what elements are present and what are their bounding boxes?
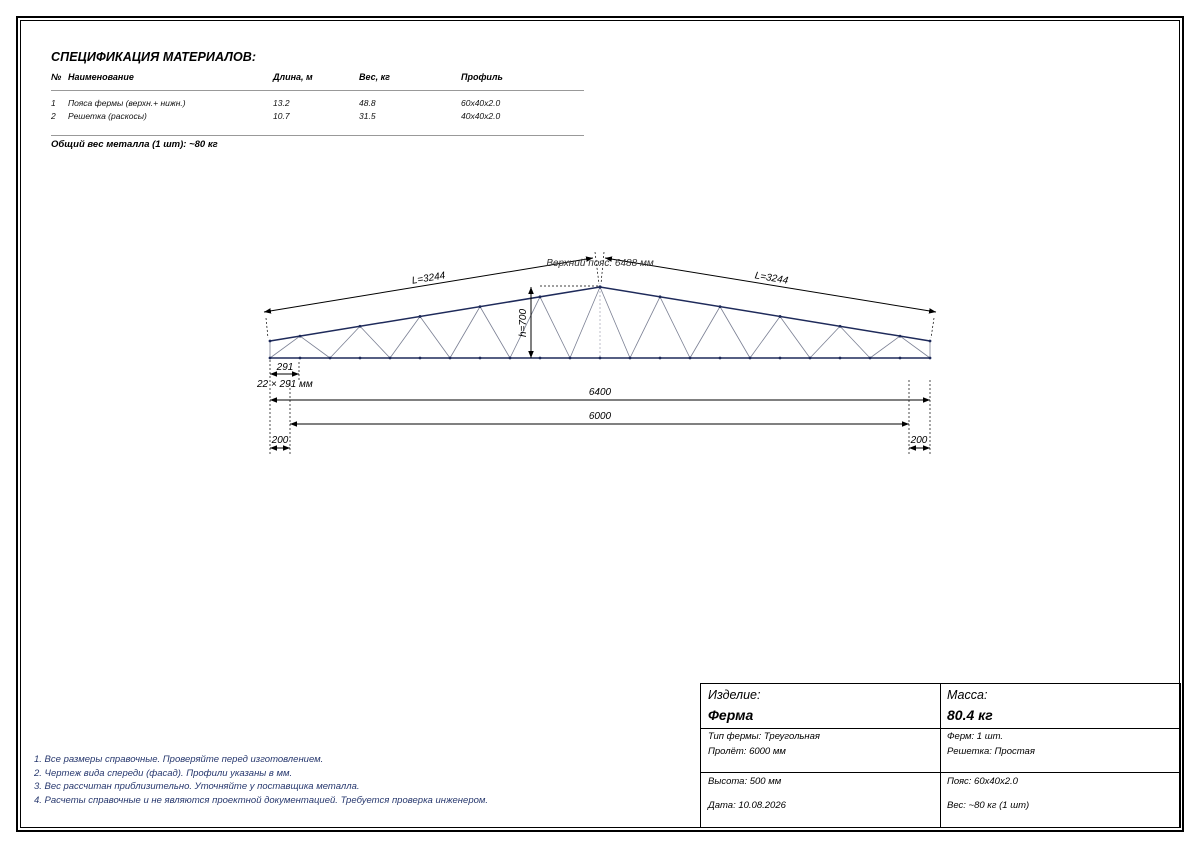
lattice-diagonal [420,316,450,358]
title-block [700,683,1181,828]
top-node [539,295,542,298]
spec-total-weight: Общий вес металла (1 шт): ~80 кг [51,139,218,150]
spec-cell-length: 10.7 [273,110,359,136]
top-node [839,325,842,328]
overall-dimension [270,360,930,454]
truss-weight: Вес: ~80 кг (1 шт) [947,800,1030,811]
top-node [359,325,362,328]
truss-height: Высота: 500 мм [708,776,782,787]
bottom-node [779,357,782,360]
panel-count-label: 22 × 291 мм [257,379,313,390]
spec-header-num: № [51,72,68,91]
bottom-node [659,357,662,360]
top-node [779,315,782,318]
lattice-diagonal [540,297,570,358]
lattice-diagonal [690,307,720,358]
bottom-node [569,357,572,360]
apex-node [598,285,601,288]
bottom-node [689,357,692,360]
right-support-label: 200 [910,435,928,446]
top-chord-label: Верхний пояс: 6488 мм [546,258,654,269]
lattice-diagonal [300,336,330,358]
lattice-diagonal [390,316,420,358]
top-node [479,305,482,308]
truss-lattice [270,287,930,358]
bottom-node [839,357,842,360]
left-support-label: 200 [271,435,289,446]
lattice-diagonal [450,307,480,358]
spec-header-name: Наименование [68,72,273,91]
right-support-dimension [909,435,930,448]
spec-cell-weight: 31.5 [359,110,461,136]
mass-value: 80.4 кг [947,707,993,723]
note-line: 2. Чертеж вида спереди (фасад). Профили указаны в мм. [34,767,293,779]
lattice-diagonal [720,307,750,358]
top-node [659,295,662,298]
bottom-node [809,357,812,360]
panel-dimension [256,362,313,390]
lattice-diagonal [570,287,600,358]
drawing-date: Дата: 10.08.2026 [708,800,786,811]
lattice-type: Решетка: Простая [947,746,1035,757]
spec-cell-profile: 40x40x2.0 [461,110,584,136]
bottom-node [389,357,392,360]
lattice-diagonal [270,336,300,358]
product-label: Изделие: [708,688,761,702]
lattice-diagonal [630,297,660,358]
left-chord-label: L=3244 [411,270,447,287]
top-node [899,335,902,338]
spec-cell-num: 1 [51,98,56,109]
spec-cell-name: Пояса фермы (верхн.+ нижн.) [68,98,186,109]
drawing-notes [34,753,488,807]
height-label: h=700 [518,308,529,338]
lattice-diagonal [360,326,390,358]
truss-count: Ферм: 1 шт. [947,731,1004,742]
bottom-node [899,357,902,360]
spec-title: СПЕЦИФИКАЦИЯ МАТЕРИАЛОВ: [51,50,257,64]
lattice-diagonal [750,316,780,358]
lattice-diagonal [900,336,930,358]
bottom-node [509,357,512,360]
top-node [299,335,302,338]
lattice-diagonal [660,297,690,358]
lattice-diagonal [480,307,510,358]
note-line: 4. Расчеты справочные и не являются проектной документацией. Требуется проверка инженером. [34,794,489,806]
lattice-diagonal [870,336,900,358]
bottom-node [629,357,632,360]
left-support-dimension [270,435,290,448]
right-chord-label: L=3244 [753,270,789,287]
product-value: Ферма [708,707,754,723]
height-dimension [518,286,598,358]
bottom-node [479,357,482,360]
truss-span: Пролёт: 6000 мм [708,746,786,757]
truss-type: Тип фермы: Треугольная [708,731,821,742]
bottom-node [869,357,872,360]
spec-header-weight: Вес, кг [359,72,461,91]
spec-cell-profile: 60x40x2.0 [461,98,501,109]
bottom-node [419,357,422,360]
overall-length-label: 6400 [588,387,612,398]
top-node [929,340,932,343]
bottom-node [719,357,722,360]
bottom-node [929,357,932,360]
lattice-diagonal [600,287,630,358]
chord-profile: Пояс: 60x40x2.0 [947,776,1018,787]
bottom-node [329,357,332,360]
note-line: 3. Вес рассчитан приблизительно. Уточняйте у поставщика металла. [34,781,360,793]
bottom-node [269,357,272,360]
spec-cell-weight: 48.8 [359,98,376,109]
top-node [269,340,272,343]
spec-cell-num: 2 [51,110,68,136]
lattice-diagonal [810,326,840,358]
bottom-node [539,357,542,360]
bottom-node [299,357,302,360]
bottom-node [359,357,362,360]
spec-cell-length: 13.2 [273,98,290,109]
spec-header-profile: Профиль [461,72,584,91]
note-line: 1. Все размеры справочные. Проверяйте перед изготовлением. [34,754,324,765]
spec-header-length: Длина, м [273,72,359,91]
top-node [419,315,422,318]
bottom-node [449,357,452,360]
panel-label: 291 [276,362,294,373]
top-node [719,305,722,308]
span-label: 6000 [588,411,612,422]
lattice-diagonal [780,316,810,358]
bottom-node [749,357,752,360]
bottom-node [599,357,602,360]
mass-label: Масса: [947,688,988,702]
spec-cell-name: Решетка (раскосы) [68,110,273,136]
